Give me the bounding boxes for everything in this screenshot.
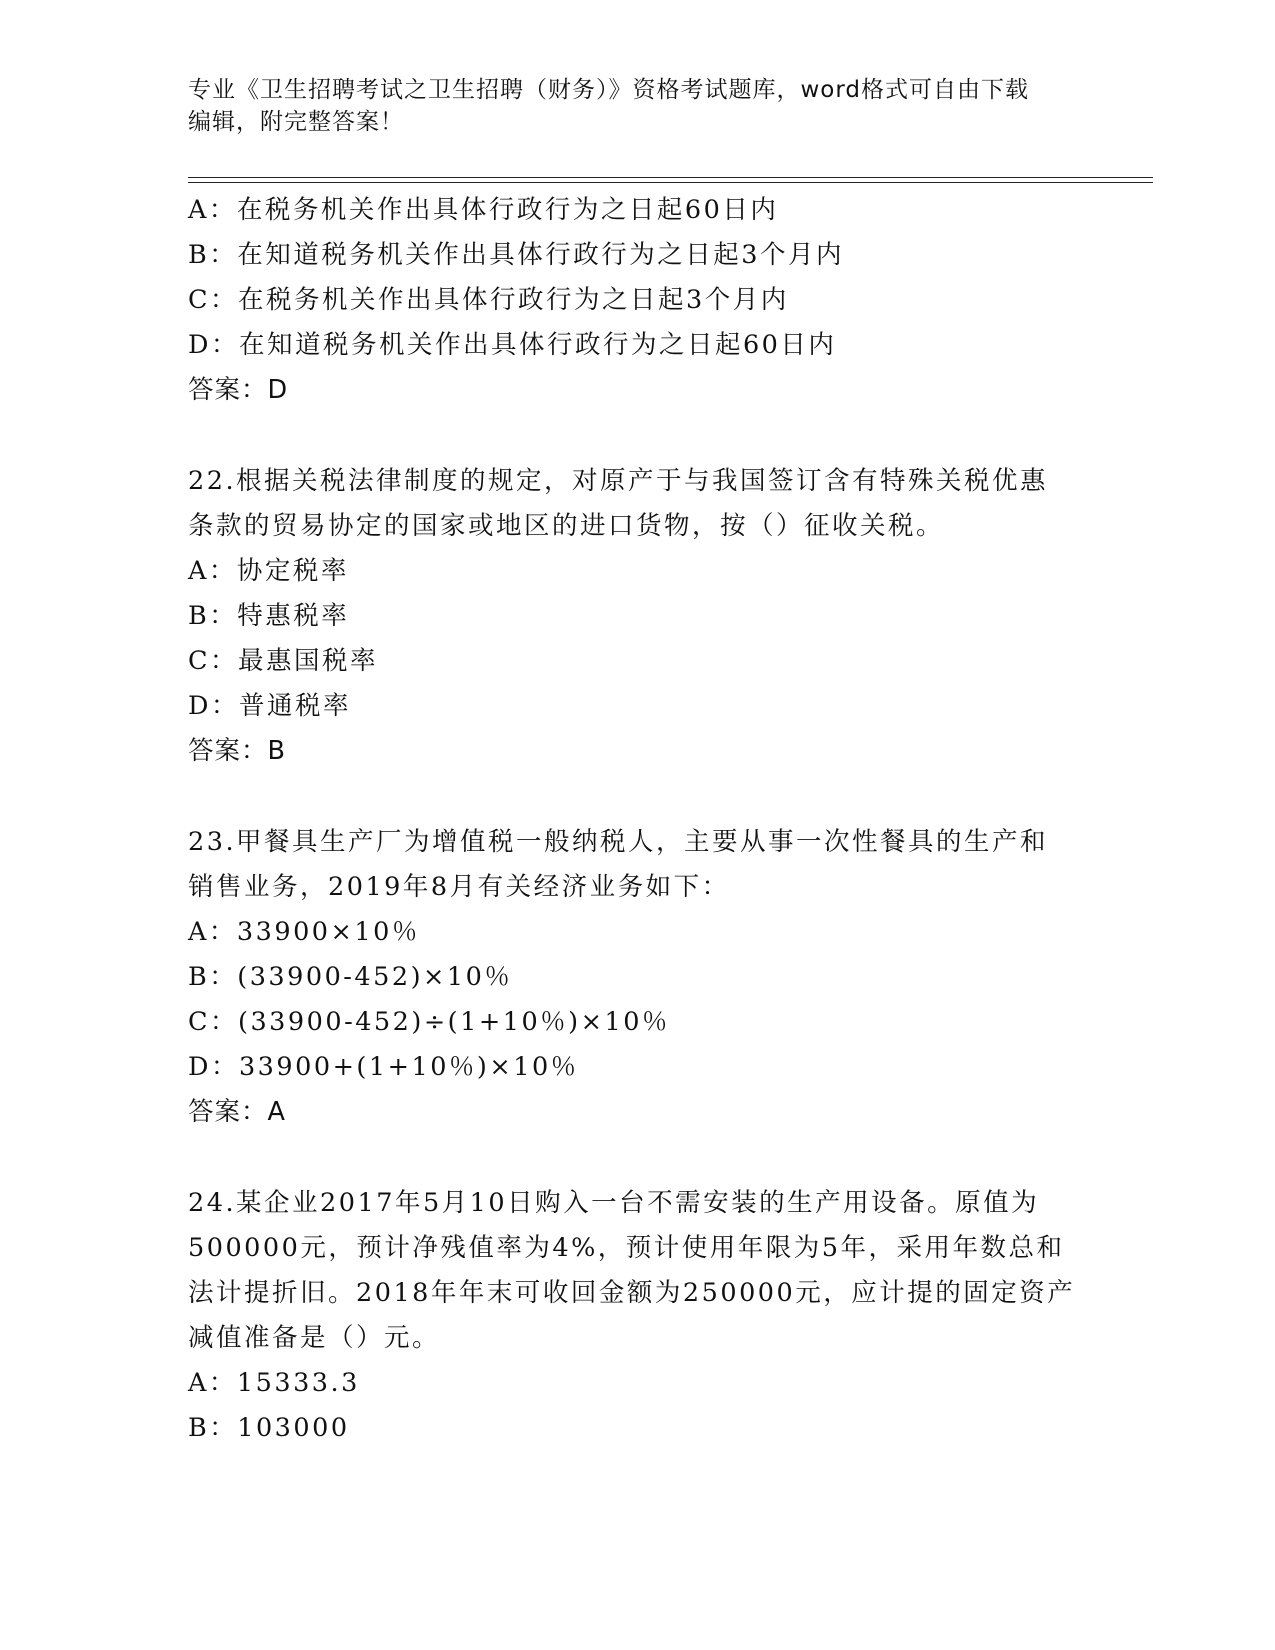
option-d: D：普通税率 xyxy=(188,691,351,721)
question-stem: 500000元，预计净残值率为4%，预计使用年限为5年，采用年数总和 xyxy=(188,1233,1065,1263)
answer: 答案：B xyxy=(188,736,286,766)
option-c: C：在税务机关作出具体行政行为之日起3个月内 xyxy=(188,285,789,315)
question-21 xyxy=(188,188,1088,413)
option-a: A：15333.3 xyxy=(188,1368,360,1398)
option-c: C：最惠国税率 xyxy=(188,646,379,676)
option-a: A：协定税率 xyxy=(188,556,349,586)
option-b: B：(33900-452)×10％ xyxy=(188,962,513,992)
question-stem: 22.根据关税法律制度的规定，对原产于与我国签订含有特殊关税优惠 xyxy=(188,466,1049,496)
option-a: A：在税务机关作出具体行政行为之日起60日内 xyxy=(188,195,779,225)
question-list xyxy=(188,188,1088,1451)
question-stem: 法计提折旧。2018年年末可收回金额为250000元，应计提的固定资产 xyxy=(188,1278,1076,1308)
header-line-2: 编辑，附完整答案！ xyxy=(188,109,404,135)
question-stem: 减值准备是（）元。 xyxy=(188,1323,441,1353)
option-d: D：在知道税务机关作出具体行政行为之日起60日内 xyxy=(188,330,837,360)
question-22 xyxy=(188,459,1088,774)
question-stem: 23.甲餐具生产厂为增值税一般纳税人，主要从事一次性餐具的生产和 xyxy=(188,827,1049,857)
question-stem: 销售业务，2019年8月有关经济业务如下： xyxy=(188,872,730,902)
question-23 xyxy=(188,820,1088,1135)
question-stem: 24.某企业2017年5月10日购入一台不需安装的生产用设备。原值为 xyxy=(188,1188,1040,1218)
question-stem: 条款的贸易协定的国家或地区的进口货物，按（）征收关税。 xyxy=(188,511,945,541)
option-b: B：在知道税务机关作出具体行政行为之日起3个月内 xyxy=(188,240,844,270)
option-b: B：103000 xyxy=(188,1413,350,1443)
header-line-1: 专业《卫生招聘考试之卫生招聘（财务）》资格考试题库，word格式可自由下载 xyxy=(188,77,1030,103)
document-header xyxy=(188,74,1068,138)
option-c: C：(33900-452)÷(1+10％)×10％ xyxy=(188,1007,670,1037)
answer: 答案：D xyxy=(188,375,289,405)
header-divider-top xyxy=(188,177,1153,178)
option-d: D：33900+(1+10％)×10％ xyxy=(188,1052,579,1082)
option-a: A：33900×10％ xyxy=(188,917,420,947)
option-b: B：特惠税率 xyxy=(188,601,350,631)
question-24 xyxy=(188,1181,1088,1451)
answer: 答案：A xyxy=(188,1097,286,1127)
header-divider-bottom xyxy=(188,182,1153,183)
